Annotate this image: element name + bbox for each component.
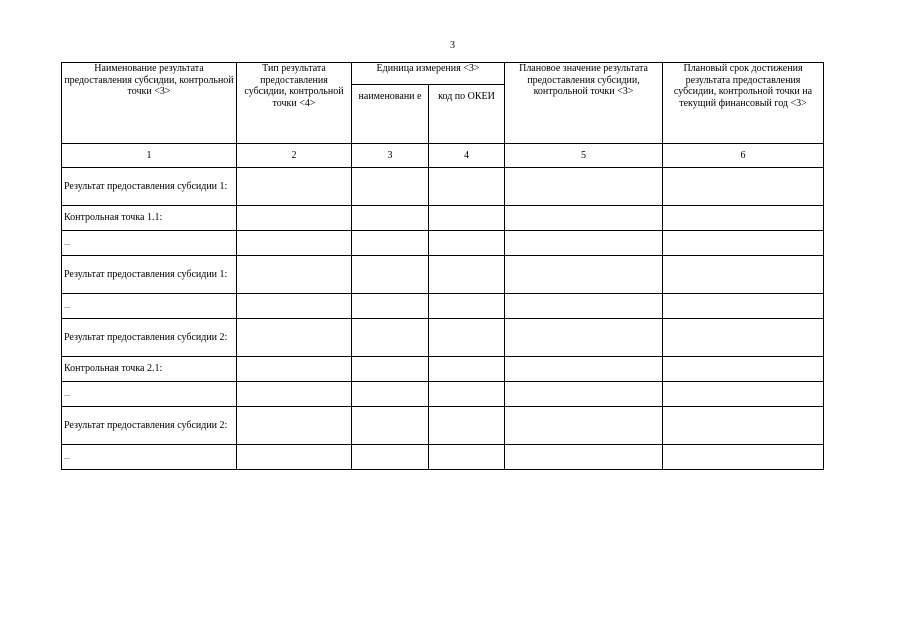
table-cell (505, 168, 663, 206)
header-planned-deadline: Плановый срок достижения результата предоставления субсидии, контрольной точки на текущий финансовый год <3> (663, 63, 824, 144)
table-cell (352, 382, 429, 407)
table-cell (429, 256, 505, 294)
header-unit-group: Единица измерения <3> (352, 63, 505, 85)
row-label: Результат предоставления субсидии 2: (62, 319, 237, 357)
table-cell (429, 357, 505, 382)
row-label: ... (62, 445, 237, 470)
table-cell (429, 407, 505, 445)
header-result-name: Наименование результата предоставления субсидии, контрольной точки <3> (62, 63, 237, 144)
row-label: Результат предоставления субсидии 1: (62, 256, 237, 294)
row-label: Результат предоставления субсидии 2: (62, 407, 237, 445)
table-cell (429, 294, 505, 319)
table-cell (237, 168, 352, 206)
header-result-type: Тип результата предоставления субсидии, контрольной точки <4> (237, 63, 352, 144)
table-cell (505, 206, 663, 231)
table-row (62, 407, 824, 445)
table-cell (663, 294, 824, 319)
table-cell (505, 445, 663, 470)
table-cell (663, 445, 824, 470)
table-cell (663, 319, 824, 357)
table-cell (237, 256, 352, 294)
table-cell (352, 357, 429, 382)
header-unit-code: код по ОКЕИ (429, 85, 505, 144)
table-cell (663, 357, 824, 382)
table-cell (663, 407, 824, 445)
table-cell (352, 407, 429, 445)
page-number: 3 (450, 40, 455, 51)
table-cell (237, 231, 352, 256)
table-cell (352, 231, 429, 256)
table-cell (663, 231, 824, 256)
table-cell (663, 168, 824, 206)
table-cell (352, 256, 429, 294)
table-cell (505, 294, 663, 319)
table-row (62, 231, 824, 256)
table-cell (237, 357, 352, 382)
table-row (62, 168, 824, 206)
column-number: 3 (352, 144, 429, 168)
table-row (62, 206, 824, 231)
row-label: Контрольная точка 2.1: (62, 357, 237, 382)
column-number: 6 (663, 144, 824, 168)
table-cell (352, 445, 429, 470)
column-number: 1 (62, 144, 237, 168)
table-row (62, 382, 824, 407)
table-cell (505, 319, 663, 357)
table-cell (505, 256, 663, 294)
table-cell (352, 168, 429, 206)
table-row (62, 319, 824, 357)
table-cell (237, 206, 352, 231)
column-number: 4 (429, 144, 505, 168)
table-cell (663, 206, 824, 231)
column-numbers-row (62, 144, 824, 168)
row-label: Контрольная точка 1.1: (62, 206, 237, 231)
table-cell (237, 294, 352, 319)
table-cell (505, 357, 663, 382)
table-cell (663, 256, 824, 294)
table-cell (505, 231, 663, 256)
table-cell (429, 206, 505, 231)
row-label: ... (62, 382, 237, 407)
table-cell (352, 206, 429, 231)
table-cell (429, 231, 505, 256)
table-cell (429, 382, 505, 407)
table-cell (505, 407, 663, 445)
results-table (61, 62, 824, 470)
table-cell (237, 407, 352, 445)
table-cell (237, 382, 352, 407)
table-cell (429, 168, 505, 206)
header-planned-value: Плановое значение результата предоставления субсидии, контрольной точки <3> (505, 63, 663, 144)
table-cell (352, 319, 429, 357)
table-cell (352, 294, 429, 319)
row-label: ... (62, 231, 237, 256)
column-number: 5 (505, 144, 663, 168)
table-row (62, 256, 824, 294)
column-number: 2 (237, 144, 352, 168)
table-row (62, 445, 824, 470)
row-label: ... (62, 294, 237, 319)
table-cell (237, 319, 352, 357)
header-unit-name: наименовани е (352, 85, 429, 144)
row-label: Результат предоставления субсидии 1: (62, 168, 237, 206)
table-row (62, 357, 824, 382)
table-cell (237, 445, 352, 470)
table-row (62, 294, 824, 319)
table-cell (429, 445, 505, 470)
table-cell (429, 319, 505, 357)
table-cell (505, 382, 663, 407)
table-cell (663, 382, 824, 407)
